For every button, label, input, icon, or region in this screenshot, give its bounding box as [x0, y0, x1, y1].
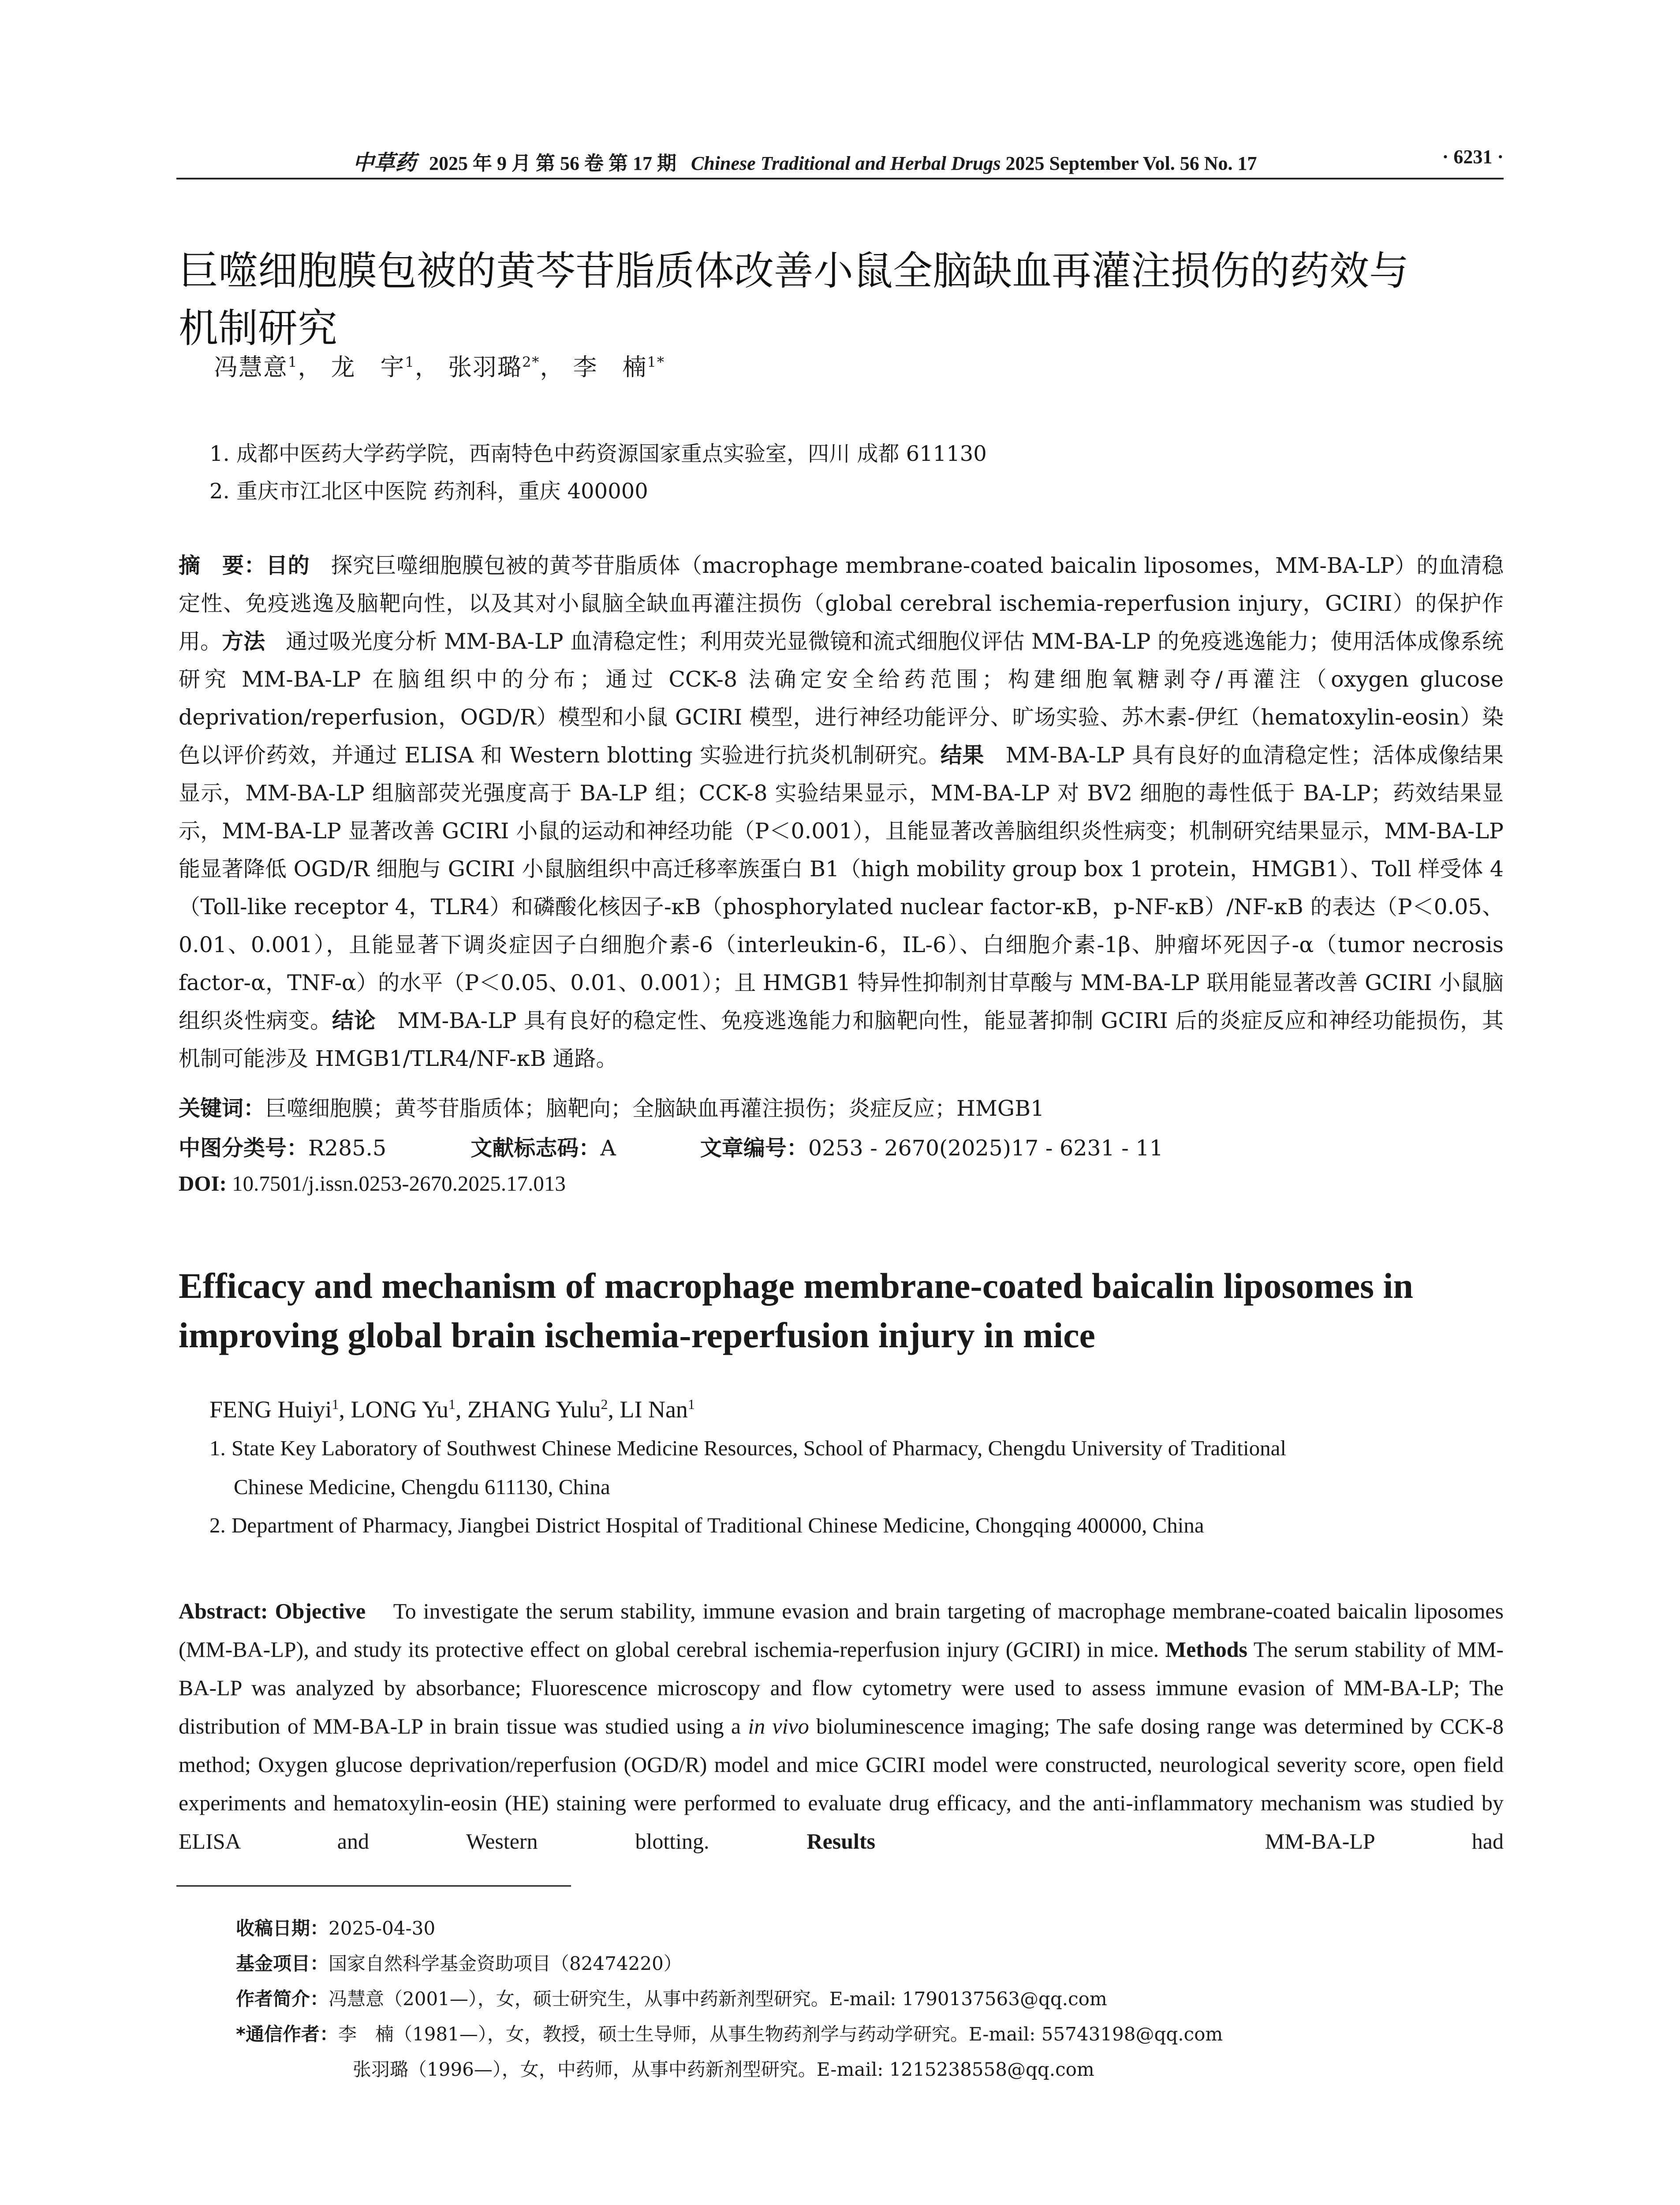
footnote-text: 李 楠（1981—），女，教授，硕士生导师，从事生物药剂学与药动学研究。E-mail: 55743198@qq.com — [338, 2023, 1223, 2045]
article-no-value: 0253 - 2670(2025)17 - 6231 - 11 — [808, 1136, 1163, 1161]
affiliation-cn: 1. 成都中医药大学药学院，西南特色中药资源国家重点实验室，四川 成都 611130 — [209, 441, 987, 466]
title-cn — [179, 243, 1506, 357]
author-affil-mark: 2* — [522, 354, 540, 370]
title-en-line: improving global brain ischemia-reperfusion injury in mice — [179, 1315, 1095, 1355]
author-name: 冯慧意 — [214, 353, 288, 381]
doc-code-value: A — [600, 1136, 616, 1161]
footnote-label: 收稿日期： — [236, 1917, 329, 1939]
footnote — [236, 2020, 1223, 2046]
methods-text-en: The serum stability of MM-BA-LP was analyzed by absorbance; Fluorescence microscopy and flow cytometry were used to assess immune evasion of MM-BA-LP; The distribution of MM-BA-LP in brain tissue was studied using a — [179, 1637, 1504, 1738]
footnote-text: 2025-04-30 — [329, 1917, 436, 1939]
keywords-label: 关键词： — [179, 1096, 265, 1121]
footnote-text: 张羽璐（1996—），女，中药师，从事中药新剂型研究。E-mail: 1215238558@qq.com — [353, 2059, 1094, 2080]
header-issue-cn: 2025 年 9 月 第 56 卷 第 17 期 — [429, 153, 677, 174]
footnote — [236, 1984, 1107, 2011]
abstract-en — [179, 1592, 1504, 1861]
footnote — [236, 1949, 682, 1976]
footnote-label: 作者简介： — [236, 1988, 329, 2010]
objective-label: 目的 — [266, 553, 310, 578]
methods-text-en: bioluminescence imaging; The safe dosing range was determined by CCK-8 method; Oxygen glucose deprivation/reperfusion (OGD/R) model and mice GCIRI model were constructed, neurological severity score, open field experiments and hematoxylin-eosin (HE) staining were performed to evaluate drug efficacy, and the anti-inflammatory mechanism was studied by ELISA and Western blotting. — [179, 1714, 1504, 1854]
abstract-cn-label: 摘 要： — [179, 553, 266, 578]
author-name: LONG Yu — [351, 1396, 448, 1423]
author-name: 张羽璐 — [448, 353, 523, 381]
objective-text-en: To investigate the serum stability, immune evasion and brain targeting of macrophage membrane-coated baicalin liposomes (MM-BA-LP), and study its protective effect on global cerebral ischemia-reperfusion injury (GCIRI) in mice. — [179, 1599, 1504, 1662]
results-label-en: Results — [806, 1829, 876, 1854]
results-label: 结果 — [940, 743, 985, 768]
authors-en: FENG Huiyi$^1$, LONG Yu$^1$, ZHANG Yulu$^2$, LI Nan$^1$ — [209, 1396, 695, 1423]
journal-logo: 中草药 — [353, 150, 417, 175]
running-header — [176, 146, 1504, 176]
clc-label: 中图分类号： — [179, 1136, 309, 1161]
abstract-en-label: Abstract: Objective — [179, 1599, 366, 1623]
title-cn-line: 机制研究 — [179, 305, 337, 351]
footnote-label: 基金项目： — [236, 1953, 329, 1974]
keywords-cn — [179, 1091, 1044, 1122]
objective-text: 探究巨噬细胞膜包被的黄芩苷脂质体（macrophage membrane-coated baicalin liposomes，MM-BA-LP）的血清稳定性、免疫逃逸及脑靶向性，以及其对小鼠脑全缺血再灌注损伤（global cerebral ischemia-reperfusion injury，GCIRI）的保护作用。 — [179, 553, 1504, 654]
conclusion-text: MM-BA-LP 具有良好的稳定性、免疫逃逸能力和脑靶向性，能显著抑制 GCIRI 后的炎症反应和神经功能损伤，其机制可能涉及 HMGB1/TLR4/NF-κB 通路。 — [179, 1008, 1504, 1071]
clc-value: R285.5 — [308, 1136, 387, 1161]
author-affil-mark: 1 — [332, 1396, 339, 1412]
title-cn-line: 巨噬细胞膜包被的黄芩苷脂质体改善小鼠全脑缺血再灌注损伤的药效与 — [179, 248, 1409, 294]
header-citation — [353, 146, 1499, 176]
authors-cn: 冯慧意$^1$， 龙 宇$^1$， 张羽璐$^{2*}$， 李 楠$^{1*}$ — [214, 353, 665, 381]
footnote-text: 冯慧意（2001—），女，硕士研究生，从事中药新剂型研究。E-mail: 1790137563@qq.com — [329, 1988, 1107, 2010]
author-affil-mark: 1 — [288, 354, 298, 370]
methods-text: 通过吸光度分析 MM-BA-LP 血清稳定性；利用荧光显微镜和流式细胞仪评估 MM-BA-LP 的免疫逃逸能力；使用活体成像系统研究 MM-BA-LP 在脑组织中的分布；通过 CCK-8 法确定安全给药范围；构建细胞氧糖剥夺/再灌注（oxygen glucose deprivation/reperfusion，OGD/R）模型和小鼠 GCIRI 模型，进行神经功能评分、旷场实验、苏木素-伊红（hematoxylin-eosin）染色以评价药效，并通过 ELISA 和 Western blotting 实验进行抗炎机制研究。 — [179, 629, 1504, 768]
doi-label: DOI: — [179, 1171, 227, 1196]
article-no-label: 文章编号： — [700, 1136, 808, 1161]
affil-number: 1. — [209, 1436, 226, 1460]
author-name: 李 楠 — [573, 353, 647, 381]
author-affil-mark: 1 — [448, 1396, 455, 1412]
header-rule — [176, 178, 1504, 179]
footnote-text: 国家自然科学基金资助项目（82474220） — [329, 1953, 682, 1974]
header-journal-en: Chinese Traditional and Herbal Drugs — [691, 153, 1001, 174]
keywords-value: 巨噬细胞膜；黄芩苷脂质体；脑靶向；全脑缺血再灌注损伤；炎症反应；HMGB1 — [265, 1096, 1045, 1121]
methods-label: 方法 — [222, 629, 265, 654]
results-text: MM-BA-LP 具有良好的血清稳定性；活体成像结果显示，MM-BA-LP 组脑部荧光强度高于 BA-LP 组；CCK-8 实验结果显示，MM-BA-LP 对 BV2 细胞的毒性低于 BA-LP；药效结果显示，MM-BA-LP 显著改善 GCIRI 小鼠的运动和神经功能（P＜0.001），且能显著改善脑组织炎性病变；机制研究结果显示，MM-BA-LP 能显著降低 OGD/R 细胞与 GCIRI 小鼠脑组织中高迁移率族蛋白 B1（high mobility group box 1 protein，HMGB1）、Toll 样受体 4（Toll-like receptor 4，TLR4）和磷酸化核因子-κB（phosphorylated nuclear factor-κB，p-NF-κB）/NF-κB 的表达（P＜0.05、0.01、0.001），且能显著下调炎症因子白细胞介素-6（interleukin-6，IL-6）、白细胞介素-1β、肿瘤坏死因子-α（tumor necrosis factor-α，TNF-α）的水平（P＜0.05、0.01、0.001）；且 HMGB1 特异性抑制剂甘草酸与 MM-BA-LP 联用能显著改善 GCIRI 小鼠脑组织炎性病变。 — [179, 743, 1504, 1033]
header-issue-en: 2025 September Vol. 56 No. 17 — [1005, 153, 1257, 174]
abstract-cn — [179, 547, 1504, 1078]
doc-code-label: 文献标志码： — [470, 1136, 601, 1161]
affil-text: Chinese Medicine, Chengdu 611130, China — [234, 1475, 610, 1499]
author-affil-mark: 2 — [601, 1396, 608, 1412]
author-affil-mark: 1 — [405, 354, 415, 370]
footnote — [353, 2055, 1094, 2082]
methods-label-en: Methods — [1165, 1637, 1248, 1662]
affil-number: 2. — [209, 1513, 226, 1537]
classification-line — [179, 1131, 1163, 1162]
footnote-rule — [176, 1885, 571, 1887]
author-name: 龙 宇 — [331, 353, 405, 381]
affiliation-cn: 2. 重庆市江北区中医院 药剂科，重庆 400000 — [209, 479, 648, 504]
author-affil-mark: 1* — [647, 354, 665, 370]
title-en — [179, 1261, 1506, 1360]
author-name: ZHANG Yulu — [467, 1396, 601, 1423]
footnote — [236, 1914, 435, 1940]
methods-italic-en: in vivo — [748, 1714, 809, 1738]
affil-text: Department of Pharmacy, Jiangbei District Hospital of Traditional Chinese Medicine, Chongqing 400000, China — [231, 1513, 1204, 1537]
author-affil-mark: 1 — [687, 1396, 695, 1412]
affil-text: State Key Laboratory of Southwest Chinese Medicine Resources, School of Pharmacy, Chengdu University of Traditional — [231, 1436, 1286, 1460]
results-text-en: MM-BA-LP had — [1265, 1829, 1504, 1854]
footnote-label: *通信作者： — [236, 2023, 338, 2045]
author-name: FENG Huiyi — [209, 1396, 332, 1423]
affiliation-en — [209, 1429, 1504, 1506]
title-en-line: Efficacy and mechanism of macrophage membrane-coated baicalin liposomes in — [179, 1266, 1413, 1306]
doi-line — [179, 1171, 566, 1196]
affiliation-en — [209, 1506, 1504, 1545]
page-number: · 6231 · — [1442, 146, 1504, 168]
conclusion-label: 结论 — [332, 1008, 376, 1033]
doi-value: 10.7501/j.issn.0253-2670.2025.17.013 — [232, 1171, 566, 1196]
author-name: LI Nan — [620, 1396, 688, 1423]
